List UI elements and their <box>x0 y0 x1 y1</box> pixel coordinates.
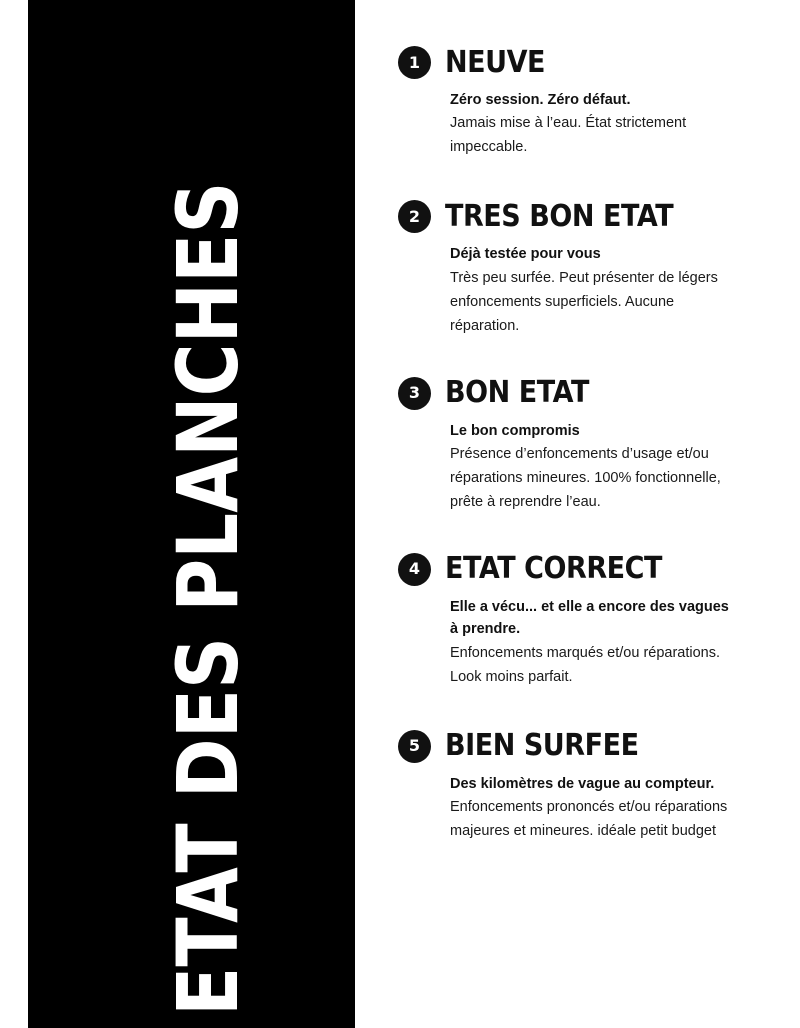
list-item-header <box>398 377 778 410</box>
list-item-lead: Zéro session. Zéro défaut. <box>450 92 631 108</box>
list-item-body <box>450 596 740 690</box>
list-item <box>398 377 778 515</box>
list-item-description: Très peu surfée. Peut présenter de légers enfoncements superficiels. Aucune réparation. <box>450 269 718 334</box>
list-item-description: Enfoncements prononcés et/ou réparations majeures et mineures. idéale petit budget <box>450 799 728 839</box>
list-item <box>398 200 778 338</box>
list-item <box>398 46 778 160</box>
list-item-body <box>450 773 740 844</box>
list-item-title: NEUVE <box>445 44 546 80</box>
list-item <box>398 553 778 690</box>
number-badge: 2 <box>398 200 431 233</box>
list-item-header <box>398 730 778 763</box>
list-item-lead: Elle a vécu... et elle a encore des vagues à prendre. <box>450 598 729 638</box>
number-badge: 1 <box>398 46 431 79</box>
vertical-title-container <box>160 6 256 1016</box>
list-item-lead: Des kilomètres de vague au compteur. <box>450 775 715 792</box>
list-item-header <box>398 553 778 586</box>
list-item-body <box>450 243 740 338</box>
left-black-panel <box>28 0 355 1028</box>
list-item-body <box>450 420 740 515</box>
list-item-title: TRES BON ETAT <box>445 198 674 234</box>
list-item-title: ETAT CORRECT <box>445 551 663 587</box>
list-item-lead: Déjà testée pour vous <box>450 246 601 263</box>
condition-list <box>398 0 778 1028</box>
list-item-description: Présence d’enfoncements d’usage et/ou réparations mineures. 100% fonctionnelle, prête à reprendre l’eau. <box>450 446 721 510</box>
list-item-body <box>450 89 740 160</box>
list-item-title: BIEN SURFEE <box>445 728 639 764</box>
list-item-header <box>398 200 778 233</box>
list-item-description: Jamais mise à l’eau. État strictement impeccable. <box>450 115 687 156</box>
list-item <box>398 730 778 844</box>
number-badge: 4 <box>398 553 431 586</box>
list-item-title: BON ETAT <box>445 375 589 411</box>
poster-vertical-title: ETAT DES PLANCHES <box>159 181 257 1016</box>
list-item-header <box>398 46 778 79</box>
number-badge: 3 <box>398 377 431 410</box>
list-item-description: Enfoncements marqués et/ou réparations. Look moins parfait. <box>450 644 721 685</box>
number-badge: 5 <box>398 730 431 763</box>
list-item-lead: Le bon compromis <box>450 422 580 439</box>
